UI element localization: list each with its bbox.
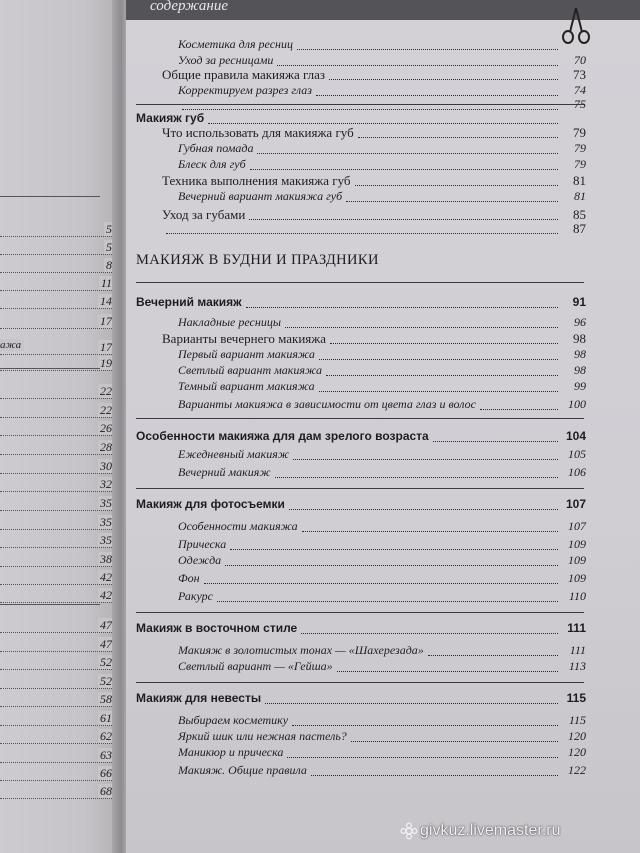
- left-page-number: [0, 403, 112, 418]
- toc-entry: [126, 712, 586, 729]
- toc-entry-title: Одежда: [178, 553, 222, 567]
- leader-dots: [257, 153, 558, 154]
- toc-entry-title: Макияж для фотосъемки: [136, 497, 285, 511]
- toc-entry-title: Прическа: [178, 537, 227, 551]
- left-page-number-text: 38: [100, 552, 112, 566]
- toc-entry-title: Накладные ресницы: [178, 315, 281, 329]
- left-page-number-text: 30: [100, 459, 112, 473]
- toc-entry-title: Техника выполнения макияжа губ: [162, 173, 351, 188]
- toc-entry-title: Уход за губами: [162, 207, 246, 222]
- left-page-number: [0, 674, 112, 689]
- toc-page-number: 107: [568, 519, 586, 533]
- left-page-number: [0, 588, 112, 603]
- left-page-number-text: 26: [100, 421, 112, 435]
- toc-entry-title: Общие правила макияжа глаз: [162, 67, 326, 82]
- toc-entry: [126, 156, 586, 173]
- left-page-number: [0, 258, 112, 273]
- toc-page-number: 70: [574, 53, 586, 67]
- toc-page-number: 79: [574, 157, 586, 171]
- toc-entry-title: Макияж для невесты: [136, 691, 262, 705]
- leader-dots: [480, 409, 558, 410]
- leader-dots: [265, 703, 558, 704]
- left-page-number-text: 11: [100, 276, 112, 290]
- left-page-number-text: 19: [100, 356, 112, 370]
- leader-dots: [225, 565, 558, 566]
- toc-entry-title: Яркий шик или нежная пастель?: [178, 729, 347, 743]
- header-title: содержание: [150, 0, 228, 14]
- toc-entry: [126, 172, 586, 189]
- toc-entry: [126, 188, 586, 205]
- toc-page-number: 81: [574, 189, 586, 203]
- left-page-number-text: 66: [100, 766, 112, 780]
- toc-page-number: 120: [568, 745, 586, 759]
- leader-dots: [433, 441, 558, 442]
- leader-dots: [337, 671, 558, 672]
- section-rule: [136, 418, 584, 419]
- toc-entry-title: Особенности макияжа: [178, 519, 298, 533]
- toc-entry-title: Уход за ресницами: [178, 53, 274, 67]
- leader-dots: [285, 327, 558, 328]
- left-page-number: [0, 294, 112, 309]
- section-rule: [136, 282, 584, 283]
- section-rule: [136, 612, 584, 613]
- toc-entry: [126, 464, 586, 481]
- left-page-number-text: 47: [100, 637, 112, 651]
- toc-entry-title: Блеск для губ: [178, 157, 246, 171]
- toc-entry: [126, 642, 586, 659]
- left-page-number-text: 62: [100, 729, 112, 743]
- toc-page-number: 81: [573, 173, 586, 188]
- left-page-number: [0, 440, 112, 455]
- toc-page-number: 122: [568, 763, 586, 777]
- toc-entry: [126, 378, 586, 395]
- leader-dots: [351, 741, 558, 742]
- toc-entry-title: Макияж губ: [136, 111, 205, 125]
- left-page: [0, 0, 120, 853]
- toc-entry: [126, 762, 586, 779]
- left-page-number-text: 42: [100, 588, 112, 602]
- left-page-number-text: 58: [100, 692, 112, 706]
- toc-entry-title: Вечерний макияж: [178, 465, 271, 479]
- toc-entry-title: Ракурс: [178, 589, 213, 603]
- toc-page-number: 111: [569, 643, 586, 657]
- leader-dots: [166, 233, 558, 234]
- leader-dots: [319, 359, 558, 360]
- left-page-number: [0, 637, 112, 652]
- left-page-number: [0, 655, 112, 670]
- left-page-number-text: 22: [100, 384, 112, 398]
- toc-page-number: 74: [574, 83, 586, 97]
- left-page-number: [0, 784, 112, 799]
- left-page-number: [0, 314, 112, 329]
- toc-entry: [126, 728, 586, 745]
- toc-entry: [126, 124, 586, 141]
- toc-page-number: 110: [568, 589, 586, 603]
- toc-entry: [126, 744, 586, 761]
- watermark: givkuz.livemaster.ru: [420, 822, 561, 839]
- toc-entry: [126, 36, 586, 53]
- toc-page-number: 87: [573, 221, 586, 236]
- left-page-number: [0, 570, 112, 585]
- toc-entry: [126, 362, 586, 379]
- toc-page-number: 98: [574, 347, 586, 361]
- toc-entry-title: Варианты макияжа в зависимости от цвета глаз и волос: [178, 397, 476, 411]
- leader-dots: [293, 459, 558, 460]
- toc-page-number: 73: [573, 67, 586, 82]
- left-page-number-text: 63: [100, 748, 112, 762]
- leader-dots: [289, 509, 558, 510]
- toc-entry: [126, 66, 586, 83]
- left-page-number-text: 17: [100, 340, 112, 354]
- flower-icon: [400, 822, 418, 840]
- toc-entry-title: Выбираем косметику: [178, 713, 289, 727]
- toc-entry-title: Вечерний макияж: [136, 295, 242, 309]
- toc-page-number: 111: [567, 621, 586, 635]
- toc-entry: [126, 658, 586, 675]
- leader-dots: [329, 79, 558, 80]
- leader-dots: [326, 375, 558, 376]
- toc-page-number: 104: [565, 429, 586, 443]
- toc-page-number: 75: [574, 97, 586, 111]
- toc-entry-title: Светлый вариант макияжа: [178, 363, 323, 377]
- toc-page: [126, 0, 640, 853]
- toc-page-number: 106: [568, 465, 586, 479]
- toc-entry-title: Что использовать для макияжа губ: [162, 125, 354, 140]
- toc-page-number: 109: [568, 537, 586, 551]
- leader-dots: [311, 775, 558, 776]
- leader-dots: [301, 633, 558, 634]
- toc-page-number: 115: [566, 691, 586, 705]
- left-page-number: [0, 729, 112, 744]
- leader-dots: [246, 307, 558, 308]
- left-page-number: [0, 711, 112, 726]
- left-page-number: [0, 477, 112, 492]
- left-page-number-text: 35: [100, 533, 112, 547]
- left-page-number-text: 8: [106, 258, 112, 272]
- toc-entry: [126, 446, 586, 463]
- leader-dots: [275, 477, 558, 478]
- toc-entry-title: Первый вариант макияжа: [178, 347, 315, 361]
- left-page-rule: [0, 368, 100, 369]
- leader-dots: [319, 391, 558, 392]
- left-page-number: [0, 384, 112, 399]
- left-page-number-text: 32: [100, 477, 112, 491]
- toc-section: [126, 620, 586, 637]
- toc-entry: [126, 588, 586, 605]
- left-page-number: [0, 618, 112, 633]
- left-page-number-text: 14: [100, 294, 112, 308]
- leader-dots: [428, 655, 558, 656]
- toc-page-number: 96: [574, 315, 586, 329]
- left-page-number: [0, 222, 112, 237]
- toc-section: [126, 496, 586, 513]
- toc-entry-title: Косметика для ресниц: [178, 37, 293, 51]
- section-rule: [136, 682, 584, 683]
- toc-page-number: 105: [568, 447, 586, 461]
- left-page-number: [0, 496, 112, 511]
- left-page-number: [0, 692, 112, 707]
- left-page-number: [0, 459, 112, 474]
- left-page-number: [0, 748, 112, 763]
- toc-page-number: 79: [574, 141, 586, 155]
- toc-entry: [126, 346, 586, 363]
- left-page-number: [0, 240, 112, 255]
- leader-dots: [204, 583, 558, 584]
- left-page-fragment: ажа: [0, 339, 24, 351]
- toc-page-number: 109: [568, 553, 586, 567]
- left-page-number: [0, 515, 112, 530]
- left-page-number-text: 22: [100, 403, 112, 417]
- leader-dots: [358, 137, 558, 138]
- toc-entry-title: Варианты вечернего макияжа: [162, 331, 327, 346]
- toc-entry-title: Макияж в золотистых тонах — «Шахерезада»: [178, 643, 424, 657]
- toc-page-number: 99: [574, 379, 586, 393]
- toc-page-number: 98: [574, 363, 586, 377]
- toc-entry: [126, 396, 586, 413]
- toc-entry-title: Корректируем разрез глаз: [178, 83, 312, 97]
- toc-entry-title: Светлый вариант — «Гейша»: [178, 659, 333, 673]
- left-page-rule: [0, 604, 100, 605]
- toc-entry: [126, 552, 586, 569]
- toc-entry: [126, 570, 586, 587]
- left-page-number: [0, 552, 112, 567]
- toc-page-number: 85: [573, 207, 586, 222]
- left-page-number-text: 35: [100, 515, 112, 529]
- toc-entry: [126, 536, 586, 553]
- leader-dots: [287, 757, 558, 758]
- toc-entry: [126, 518, 586, 535]
- toc-entry-title: Макияж в восточном стиле: [136, 621, 298, 635]
- toc-page-number: 107: [565, 497, 586, 511]
- toc-section: [126, 428, 586, 445]
- left-page-number-text: 35: [100, 496, 112, 510]
- toc-page-number: 120: [568, 729, 586, 743]
- left-page-number: [0, 276, 112, 291]
- toc-section: [126, 294, 586, 311]
- left-page-number-text: 5: [106, 240, 112, 254]
- toc-entry-title: Темный вариант макияжа: [178, 379, 315, 393]
- leader-dots: [346, 201, 558, 202]
- left-page-number-text: 61: [100, 711, 112, 725]
- toc-entry: [126, 314, 586, 331]
- leader-dots: [292, 725, 558, 726]
- leader-dots: [330, 343, 558, 344]
- left-page-number: [0, 533, 112, 548]
- toc-entry-title: Маникюр и прическа: [178, 745, 284, 759]
- toc-entry-title: Губная помада: [178, 141, 254, 155]
- toc-page-number: 109: [568, 571, 586, 585]
- left-page-rule: [0, 196, 100, 197]
- left-page-number-text: 17: [100, 314, 112, 328]
- leader-dots: [250, 169, 558, 170]
- toc-entry-title: Макияж. Общие правила: [178, 763, 307, 777]
- left-page-number-text: 28: [100, 440, 112, 454]
- toc-entry-title: Ежедневный макияж: [178, 447, 290, 461]
- toc-entry: [126, 140, 586, 157]
- leader-dots: [217, 601, 558, 602]
- left-page-number-text: 52: [100, 674, 112, 688]
- leader-dots: [297, 49, 558, 50]
- left-page-number: [0, 766, 112, 781]
- part-title: МАКИЯЖ В БУДНИ И ПРАЗДНИКИ: [136, 252, 379, 268]
- toc-page-number: 113: [568, 659, 586, 673]
- left-page-number-text: 68: [100, 784, 112, 798]
- toc-entry-title: Особенности макияжа для дам зрелого возраста: [136, 429, 429, 443]
- toc-section: [126, 690, 586, 707]
- toc-entry-title: Вечерний вариант макияжа губ: [178, 189, 343, 203]
- toc-page-number: 98: [573, 331, 586, 346]
- toc-page-number: 115: [568, 713, 586, 727]
- leader-dots: [230, 549, 558, 550]
- toc-page-number: 79: [573, 125, 586, 140]
- toc-page-number: 100: [568, 397, 586, 411]
- left-page-number: [0, 421, 112, 436]
- leader-dots: [302, 531, 558, 532]
- left-page-number-text: 5: [106, 222, 112, 236]
- left-page-number-text: 52: [100, 655, 112, 669]
- toc-entry: [126, 220, 586, 237]
- left-page-number-text: 42: [100, 570, 112, 584]
- toc-entry: [126, 330, 586, 347]
- toc-page-number: 91: [572, 295, 586, 309]
- left-page-number-text: 47: [100, 618, 112, 632]
- toc-entry-title: Фон: [178, 571, 200, 585]
- section-rule: [136, 488, 584, 489]
- leader-dots: [355, 185, 558, 186]
